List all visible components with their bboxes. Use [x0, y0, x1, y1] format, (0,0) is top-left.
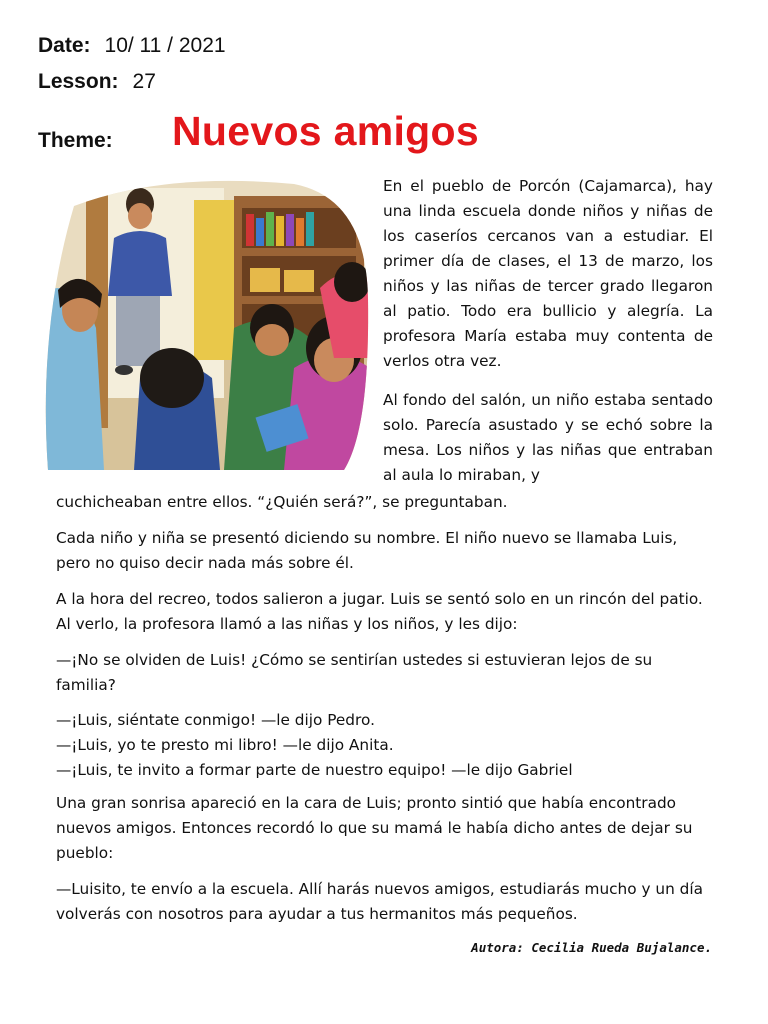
dialogue-line-anita: —¡Luis, yo te presto mi libro! —le dijo Anita.	[56, 736, 394, 754]
theme-label: Theme:	[38, 129, 113, 152]
story-paragraph-2-continued: cuchicheaban entre ellos. “¿Quién será?”, se preguntaban.	[56, 493, 508, 511]
date-value: 10/ 11 / 2021	[104, 34, 226, 57]
story-paragraph-7: Una gran sonrisa apareció en la cara de Luis; pronto sintió que había encontrado nuevos amigos. Entonces recordó lo que su mamá le había dicho antes de dejar su pueblo:	[56, 794, 693, 862]
story-paragraph-4: A la hora del recreo, todos salieron a jugar. Luis se sentó solo en un rincón del patio. Al verlo, la profesora llamó a las niñas y los niños, y les dijo:	[56, 590, 703, 633]
page-title: Nuevos amigos	[172, 108, 479, 154]
dialogue-line-gabriel: —¡Luis, te invito a formar parte de nuestro equipo! —le dijo Gabriel	[56, 761, 573, 779]
dialogue-block	[56, 708, 716, 783]
story-paragraph-8: —Luisito, te envío a la escuela. Allí harás nuevos amigos, estudiarás mucho y un día volverás con nosotros para ayudar a tus hermanitos más pequeños.	[56, 880, 703, 923]
lesson-label: Lesson:	[38, 70, 119, 93]
story-paragraph-5: —¡No se olviden de Luis! ¿Cómo se sentirían ustedes si estuvieran lejos de su familia?	[56, 651, 653, 694]
story-paragraph-1: En el pueblo de Porcón (Cajamarca), hay una linda escuela donde niños y niñas de los caseríos cercanos van a estudiar. El primer día de clases, el 13 de marzo, los niños y las niñas de tercer grado llegaron al patio. Todo era bullicio y alegría. La profesora María estaba muy contenta de verlos otra vez.	[383, 177, 713, 370]
lesson-value: 27	[132, 70, 156, 93]
date-row	[38, 34, 226, 58]
story-paragraph-3: Cada niño y niña se presentó diciendo su nombre. El niño nuevo se llamaba Luis, pero no quiso decir nada más sobre él.	[56, 529, 678, 572]
author-credit: Autora: Cecilia Rueda Bujalance.	[471, 940, 712, 955]
story-paragraph-2: Al fondo del salón, un niño estaba sentado solo. Parecía asustado y se echó sobre la mesa. Los niños y las niñas que entraban al aula lo miraban, y	[383, 391, 713, 484]
lesson-row	[38, 70, 156, 94]
dialogue-line-pedro: —¡Luis, siéntate conmigo! —le dijo Pedro.	[56, 711, 375, 729]
date-label: Date:	[38, 34, 91, 57]
classroom-illustration	[44, 178, 370, 470]
